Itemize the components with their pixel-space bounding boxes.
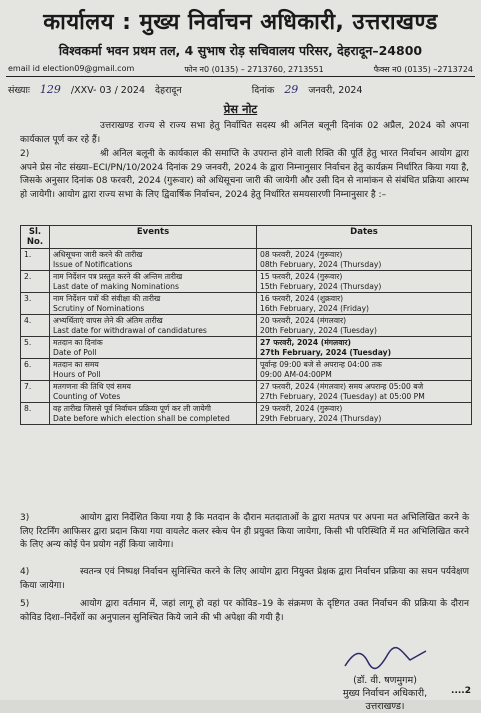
header-divider [6,76,475,77]
header-sl-no: Sl. No. [21,226,50,249]
date-hindi: 16 फरवरी, 2024 (शुक्रवार) [260,294,344,303]
row-event [50,293,257,315]
paragraph-2-text: श्री अनिल बलूनी के कार्यकाल की समाप्ति के उपरान्त होने वाली रिक्ति की पूर्ति हेतु भारत निर्वाचन आयोग द्वारा अपने प्रेस नोट संख्या–ECI/PN/10/2024 दिनांक 29 जनवरी, 2024 के द्वारा निम्नानुसार निर्वाचन हेतु कार्यक्रम निर्धारित किया गया है, जिसके अनुसार दिनांक 08 फरवरी, 2024 (गुरूवार) को अधिसूचना जारी की जायेगी और उसी दिन से नामांकन से संबंधित प्रक्रिया आरम्भ हो जायेगी। आयोग द्वारा राज्य सभा के लिए द्विवार्षिक निर्वाचन, 2024 हेतु निर्धारित समयसारणी निम्नानुसार है :– [20,149,469,200]
date-hindi: 08 फरवरी, 2024 (गुरूवार) [260,250,343,259]
row-event [50,359,257,381]
event-hindi: मतदान का समय [53,360,99,369]
date-hindi: 29 फरवरी, 2024 (गुरूवार) [260,404,343,413]
date-english: 27th February, 2024 (Tuesday) at 05:00 PM [260,392,425,401]
row-date [257,293,472,315]
header-events: Events [50,226,257,249]
paragraph-2 [20,148,469,202]
date-english: 27th February, 2024 (Tuesday) [260,348,392,357]
date-english: 08th February, 2024 (Thursday) [260,260,382,269]
row-sl: 5. [21,337,50,359]
table-row [21,403,472,425]
table-row [21,271,472,293]
table-row [21,293,472,315]
ref-place: देहरादून [155,85,182,96]
date-english: 29th February, 2024 (Thursday) [260,414,382,423]
event-english: Date before which election shall be completed [53,414,230,423]
event-hindi: मतदान का दिनांक [53,338,103,347]
header-dates: Dates [257,226,472,249]
signatory-state: उत्तराखण्ड। [365,701,405,712]
contact-line [8,64,473,75]
event-english: Hours of Poll [53,370,101,379]
event-english: Date of Poll [53,348,97,357]
row-sl: 8. [21,403,50,425]
event-hindi: मतगणना की तिथि एवं समय [53,382,131,391]
paragraph-3 [20,512,469,553]
row-sl: 3. [21,293,50,315]
date-english: 09:00 AM-04:00PM [260,370,332,379]
election-schedule-table [20,225,472,425]
row-event [50,249,257,271]
paragraph-3-text: आयोग द्वारा निर्देशित किया गया है कि मतदान के दौरान मतदाताओं के द्वारा मतपत्र पर अपना मत अभिलिखित करने के लिए रिटर्निंग आफिसर द्वारा प्रदान किया गया वायलेट कलर स्केच पेन ही प्रयुक्त किया जायेगा, किसी भी परिस्थिति में मत अभिलिखित करने के लिए अन्य कोई पेन प्रयोग नहीं किया जायेगा। [20,513,469,550]
event-english: Counting of Votes [53,392,121,401]
row-date [257,403,472,425]
row-date [257,381,472,403]
table-row [21,337,472,359]
page-number: ....2 [451,686,471,696]
row-sl: 6. [21,359,50,381]
event-hindi: वह तारीख जिससे पूर्व निर्वाचन प्रक्रिया पूर्ण कर ली जायेगी [53,404,211,413]
paragraph-4 [20,566,469,593]
office-title: कार्यालय : मुख्य निर्वाचन अधिकारी, उत्तराखण्ड [43,10,438,35]
date-english: 15th February, 2024 (Thursday) [260,282,382,291]
paragraph-4-text: स्वतन्त्र एवं निष्पक्ष निर्वाचन सुनिश्चित करने के लिए आयोग द्वारा नियुक्त प्रेक्षक द्वारा निर्वाचन प्रक्रिया का सघन पर्यवेक्षण किया जायेगा। [20,567,469,591]
row-date [257,315,472,337]
table-row [21,359,472,381]
email: email id election09@gmail.com [8,64,135,73]
date-english: 20th February, 2024 (Tuesday) [260,326,377,335]
event-hindi: अधिसूचना जारी करने की तारीख [53,250,143,259]
paragraph-5 [20,598,469,625]
date-hindi: पूर्वान्ह 09:00 बजे से अपरान्ह 04:00 तक [260,360,382,369]
row-sl: 4. [21,315,50,337]
date-day: 29 [284,83,299,96]
paragraph-5-text: आयोग द्वारा वर्तमान में, जहां लागू हो वहां पर कोविड–19 के संक्रमण के दृष्टिगत उक्त निर्वाचन की प्रक्रिया के दौरान कोविड दिशा–निर्देशों का अनुपालन सुनिश्चित किये जाने की भी अपेक्षा की गयी है। [20,599,469,623]
office-address: विश्वकर्मा भवन प्रथम तल, 4 सुभाष रोड़ सचिवालय परिसर, देहरादून–24800 [58,43,423,58]
date-label: दिनांक [251,85,275,96]
event-english: Issue of Notifications [53,260,133,269]
phone: फोन न0 (0135) – 2713760, 2713551 [184,65,324,74]
row-event [50,271,257,293]
row-date [257,271,472,293]
row-date [257,359,472,381]
event-english: Last date of making Nominations [53,282,179,291]
event-hindi: नाम निर्देशन पत्रों की संवीक्षा की तारीख [53,294,161,303]
row-sl: 1. [21,249,50,271]
date-rest: जनवरी, 2024 [308,85,363,96]
event-hindi: नाम निर्देशन पत्र प्रस्तुत करने की अन्तिम तारीख [53,272,183,281]
date-hindi: 27 फरवरी, 2024 (मंगलवार) समय अपरान्ह 05:00 बजे [260,382,424,391]
row-event [50,403,257,425]
ref-label: संख्याः [8,85,30,96]
signatory-designation: मुख्य निर्वाचन अधिकारी, [342,688,428,699]
date-hindi: 15 फरवरी, 2024 (गुरूवार) [260,272,343,281]
date-english: 16th February, 2024 (Friday) [260,304,370,313]
signature-scribble [340,648,430,670]
row-date [257,249,472,271]
ref-code: /XXV- 03 / 2024 [70,85,145,96]
row-sl: 2. [21,271,50,293]
paragraph-2-number: 2) [20,149,30,159]
row-date [257,337,472,359]
date-hindi: 27 फरवरी, 2024 (मंगलवार) [260,338,351,347]
ref-number: 129 [39,83,61,96]
subject-heading: प्रेस नोट [223,102,258,116]
signatory-name: (डॉ. वी. षणमुगम) [353,675,417,686]
date-hindi: 20 फरवरी, 2024 (मंगलवार) [260,316,347,325]
table-row [21,315,472,337]
row-sl: 7. [21,381,50,403]
paragraph-3-number: 3) [20,513,30,523]
row-event [50,315,257,337]
paragraph-5-number: 5) [20,599,30,609]
paragraph-1: उत्तराखण्ड राज्य से राज्य सभा हेतु निर्वाचित सदस्य श्री अनिल बलूनी दिनांक 02 अप्रैल, 2024 को अपना कार्यकाल पूर्ण कर रहे हैं। [20,121,469,145]
reference-line [8,83,473,96]
row-event [50,381,257,403]
signature-block [300,648,470,713]
table-row [21,249,472,271]
event-english: Last date for withdrawal of candidatures [53,326,207,335]
event-hindi: अभ्यर्थिताएं वापस लेने की अंतिम तारीख [53,316,163,325]
paragraph-4-number: 4) [20,567,30,577]
row-event [50,337,257,359]
event-english: Scrutiny of Nominations [53,304,145,313]
fax: फैक्स न0 (0135) –2713724 [373,65,473,74]
table-row [21,381,472,403]
